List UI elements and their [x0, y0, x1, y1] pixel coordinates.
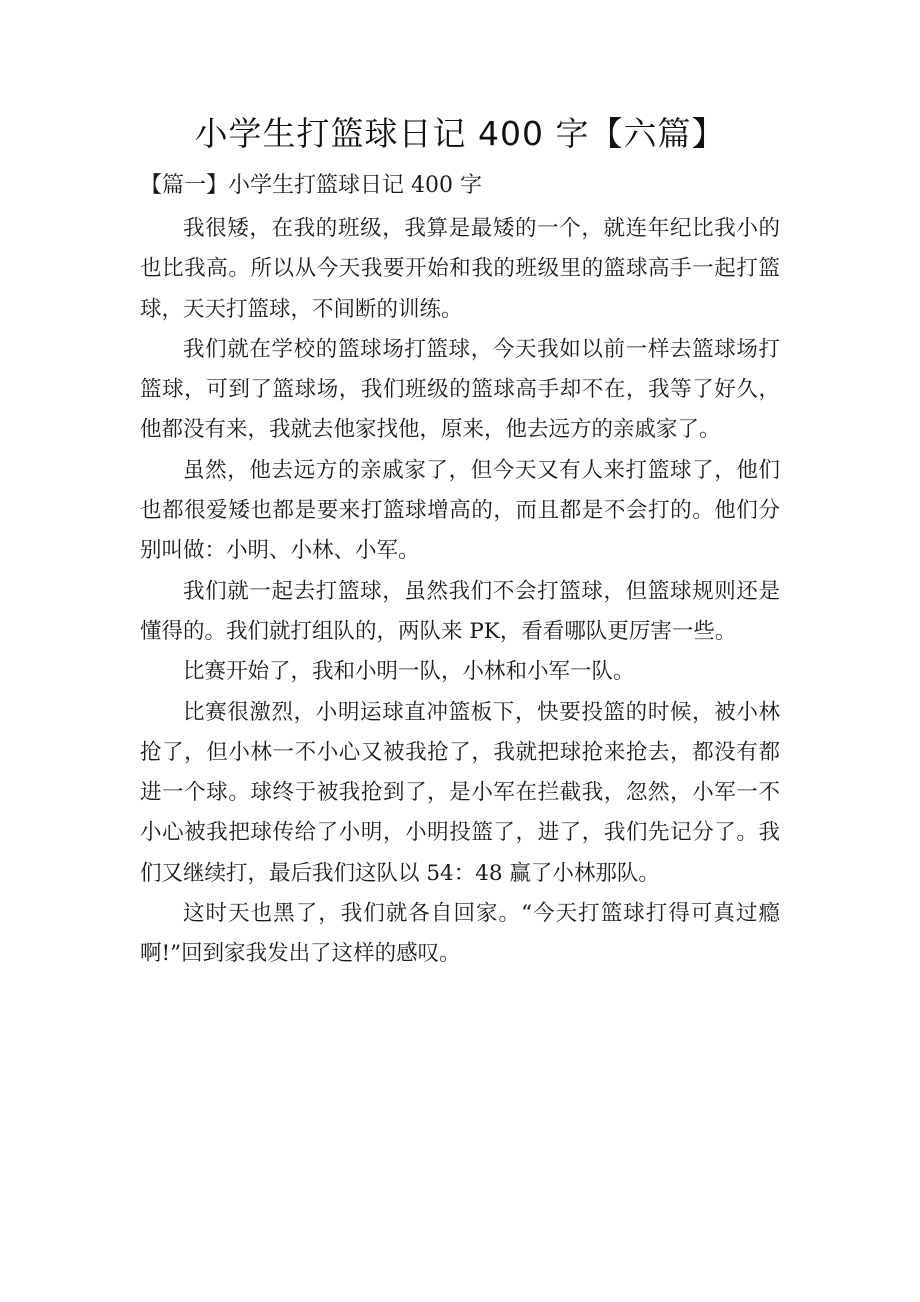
paragraph: 这时天也黑了，我们就各自回家。“今天打篮球打得可真过瘾啊!”回到家我发出了这样的感叹。: [140, 901, 780, 967]
section-heading: 【篇一】小学生打篮球日记 400 字: [140, 173, 482, 198]
document-title: 小学生打篮球日记 400 字【六篇】: [194, 114, 726, 153]
paragraph: 我们就一起去打篮球，虽然我们不会打篮球，但篮球规则还是懂得的。我们就打组队的，两队来 PK，看看哪队更厉害一些。: [140, 578, 780, 644]
paragraph: 我们就在学校的篮球场打篮球，今天我如以前一样去篮球场打篮球，可到了篮球场，我们班级的篮球高手却不在，我等了好久，他都没有来，我就去他家找他，原来，他去远方的亲戚家了。: [140, 336, 780, 443]
paragraph: 我很矮，在我的班级，我算是最矮的一个，就连年纪比我小的也比我高。所以从今天我要开始和我的班级里的篮球高手一起打篮球，天天打篮球，不间断的训练。: [140, 216, 780, 322]
article-body: [140, 209, 780, 975]
paragraph: 比赛很激烈，小明运球直冲篮板下，快要投篮的时候，被小林抢了，但小林一不小心又被我抢了，我就把球抢来抢去，都没有都进一个球。球终于被我抢到了，是小军在拦截我，忽然，小军一不小心被我把球传给了小明，小明投篮了，进了，我们先记分了。我们又继续打，最后我们这队以 54：48 赢了小林那队。: [140, 699, 780, 886]
paragraph: 比赛开始了，我和小明一队，小林和小军一队。: [183, 659, 635, 685]
paragraph: 虽然，他去远方的亲戚家了，但今天又有人来打篮球了，他们也都很爱矮也都是要来打篮球增高的，而且都是不会打的。他们分别叫做：小明、小林、小军。: [140, 457, 780, 564]
